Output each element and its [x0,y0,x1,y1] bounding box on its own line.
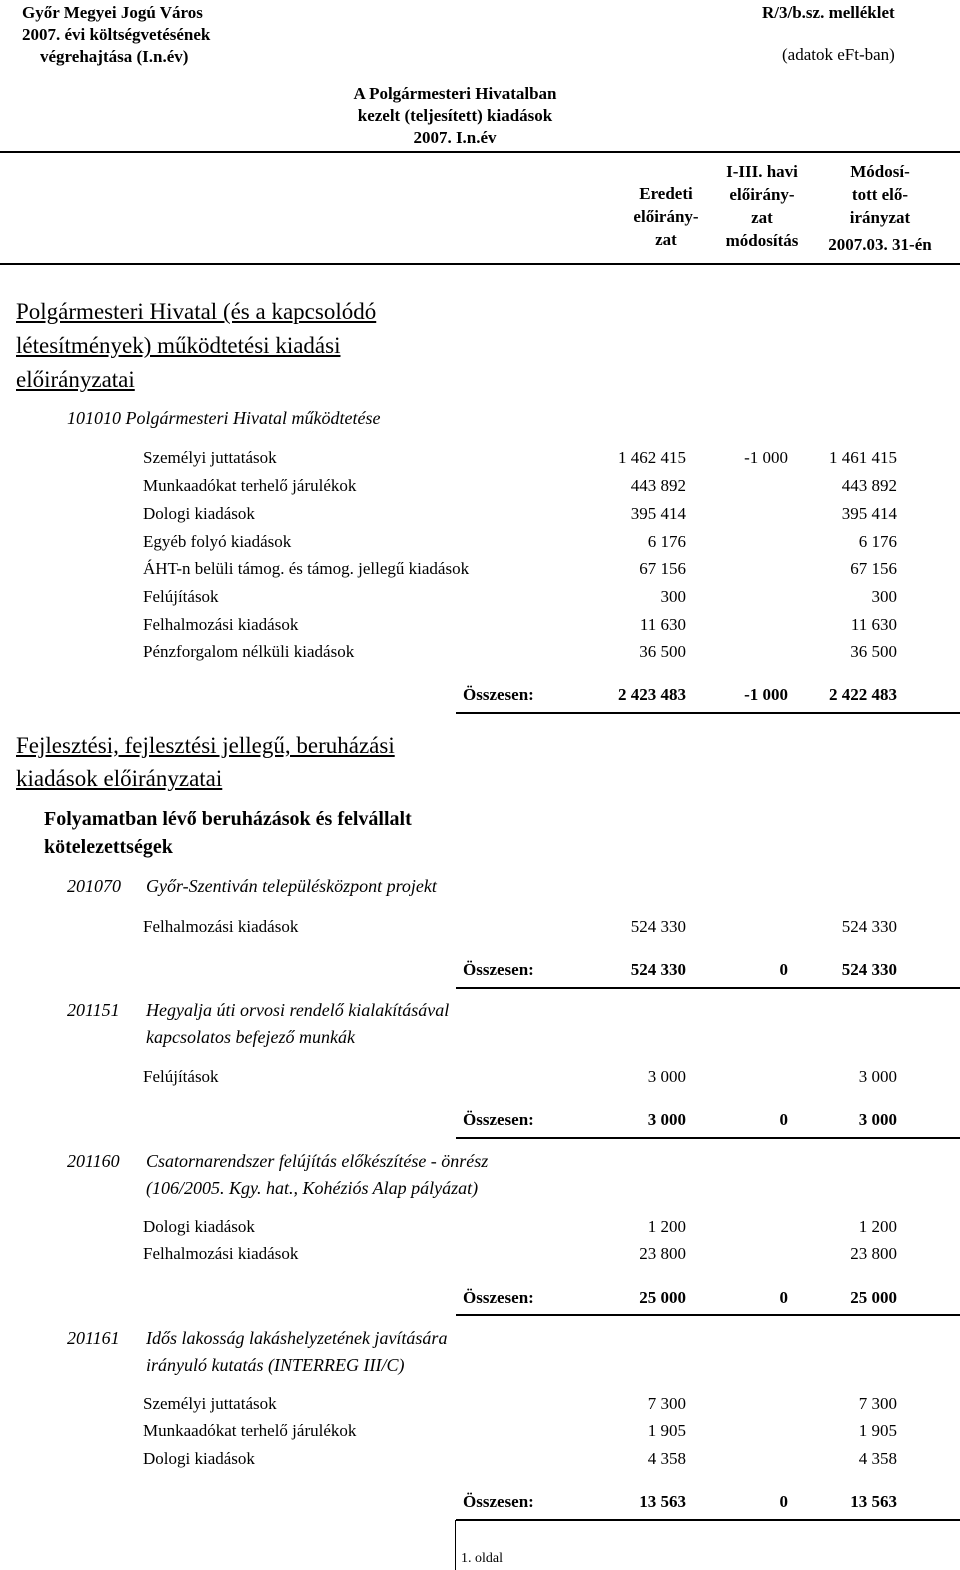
column-header-rule [0,263,960,265]
row-label: Dologi kiadások [143,1449,255,1468]
row-modified-value: 11 630 [850,615,897,634]
row-original-value: 300 [660,587,686,606]
block-title-line: (106/2005. Kgy. hat., Kohéziós Alap pályázat) [146,1178,479,1198]
col3-header-2: tott elő- [851,185,909,204]
block-total-orig: 3 000 [647,1110,686,1129]
row-modified-value: 67 156 [850,559,897,578]
block-total-final: 13 563 [850,1492,897,1511]
block-code: 201151 [67,1000,120,1020]
block-total-label: Összesen: [463,1288,534,1307]
row-label: Egyéb folyó kiadások [143,532,292,551]
row-original-value: 3 000 [647,1067,686,1086]
row-label: Felújítások [143,1067,219,1086]
row-label: Pénzforgalom nélküli kiadások [143,642,355,661]
block-title-line: kapcsolatos befejező munkák [146,1027,355,1047]
block-total-mod: 0 [779,1288,788,1307]
row-original-value: 1 200 [647,1217,686,1236]
col2-header-2: előirány- [729,185,795,204]
section1-title-line-1: Polgármesteri Hivatal (és a kapcsolódó [16,299,377,324]
block-total-orig: 13 563 [639,1492,686,1511]
row-original-value: 7 300 [647,1394,686,1413]
footer-vertical-rule [455,1520,456,1570]
title-line-2: kezelt (teljesített) kiadások [357,106,553,125]
row-label: ÁHT-n belüli támog. és támog. jellegű kiadások [143,559,470,578]
block-total-orig: 524 330 [630,960,686,979]
block-total-rule [456,1519,960,1521]
row-original-value: 1 905 [647,1421,686,1440]
section1-total-label: Összesen: [463,685,534,704]
row-label: Felújítások [143,587,219,606]
row-label: Személyi juttatások [143,1394,277,1413]
block-total-mod: 0 [779,960,788,979]
block-total-mod: 0 [779,1492,788,1511]
row-original-value: 524 330 [630,917,686,936]
block-title-line: Idős lakosság lakáshelyzetének javítására [146,1328,448,1348]
row-original-value: 395 414 [630,504,686,523]
section1-total-mod: -1 000 [744,685,788,704]
block-code: 201070 [67,876,121,896]
row-modified-value: 4 358 [858,1449,897,1468]
block-total-final: 524 330 [841,960,897,979]
col1-header-1: Eredeti [639,184,693,203]
block-code: 201160 [67,1151,120,1171]
header-unit: (adatok eFt-ban) [782,45,895,64]
row-original-value: 67 156 [639,559,686,578]
block-total-label: Összesen: [463,960,534,979]
row-label: Felhalmozási kiadások [143,1244,299,1263]
block-title-line: irányuló kutatás (INTERREG III/C) [146,1355,405,1375]
row-original-value: 6 176 [647,532,686,551]
block-title-line: Győr-Szentiván településközpont projekt [146,876,437,896]
row-modified-value: 36 500 [850,642,897,661]
row-original-value: 443 892 [630,476,686,495]
row-label: Munkaadókat terhelő járulékok [143,476,357,495]
section2-title-line-2: kiadások előirányzatai [16,766,223,791]
row-modified-value: 1 200 [858,1217,897,1236]
row-label: Felhalmozási kiadások [143,917,299,936]
row-label: Dologi kiadások [143,504,255,523]
row-original-value: 11 630 [639,615,686,634]
row-modified-value: 1 461 415 [829,448,897,467]
title-line-3: 2007. I.n.év [413,128,497,147]
page-number: 1. oldal [461,1551,503,1566]
row-modification-value: -1 000 [744,448,788,467]
col1-header-3: zat [655,230,677,249]
header-execution: végrehajtása (I.n.év) [40,47,189,66]
row-label: Munkaadókat terhelő járulékok [143,1421,357,1440]
row-original-value: 23 800 [639,1244,686,1263]
row-modified-value: 1 905 [858,1421,897,1440]
col3-header-3: irányzat [849,208,911,227]
row-modified-value: 443 892 [841,476,897,495]
header-budget-year: 2007. évi költségvetésének [22,25,211,44]
col1-header-2: előirány- [633,207,699,226]
block-total-final: 3 000 [858,1110,897,1129]
section2-subtitle-line-1: Folyamatban lévő beruházások és felvállalt [44,808,412,830]
block-total-rule [456,1137,960,1139]
block-code: 201161 [67,1328,120,1348]
header-rule [0,151,960,153]
row-modified-value: 7 300 [858,1394,897,1413]
section1-title-line-3: előirányzatai [16,367,135,392]
section1-total-rule [456,712,960,714]
col2-header-1: I-III. havi [726,162,798,181]
row-label: Felhalmozási kiadások [143,615,299,634]
block-total-mod: 0 [779,1110,788,1129]
row-modified-value: 395 414 [841,504,897,523]
block-total-label: Összesen: [463,1110,534,1129]
col2-header-3: zat [751,208,773,227]
row-original-value: 4 358 [647,1449,686,1468]
row-label: Személyi juttatások [143,448,277,467]
row-modified-value: 524 330 [841,917,897,936]
col3-header-4: 2007.03. 31-én [828,235,932,254]
row-original-value: 36 500 [639,642,686,661]
block-total-label: Összesen: [463,1492,534,1511]
row-original-value: 1 462 415 [618,448,686,467]
section2-subtitle-line-2: kötelezettségek [44,836,173,858]
section1-total-final: 2 422 483 [829,685,897,704]
block-101010-title: 101010 Polgármesteri Hivatal működtetése [67,408,381,428]
block-total-rule [456,1314,960,1316]
section2-title-line-1: Fejlesztési, fejlesztési jellegű, beruházási [16,733,395,758]
row-modified-value: 6 176 [858,532,897,551]
block-total-final: 25 000 [850,1288,897,1307]
section1-total-orig: 2 423 483 [618,685,686,704]
row-modified-value: 3 000 [858,1067,897,1086]
block-title-line: Csatornarendszer felújítás előkészítése - önrész [146,1151,489,1171]
block-total-rule [456,987,960,989]
row-modified-value: 300 [871,587,897,606]
block-title-line: Hegyalja úti orvosi rendelő kialakításával [146,1000,450,1020]
block-total-orig: 25 000 [639,1288,686,1307]
col2-header-4: módosítás [725,231,799,250]
col3-header-1: Módosí- [850,162,910,181]
row-modified-value: 23 800 [850,1244,897,1263]
title-line-1: A Polgármesteri Hivatalban [353,84,557,103]
section1-title-line-2: létesítmények) működtetési kiadási [16,333,341,358]
row-label: Dologi kiadások [143,1217,255,1236]
header-city: Győr Megyei Jogú Város [22,3,203,22]
header-annex: R/3/b.sz. melléklet [762,3,895,22]
